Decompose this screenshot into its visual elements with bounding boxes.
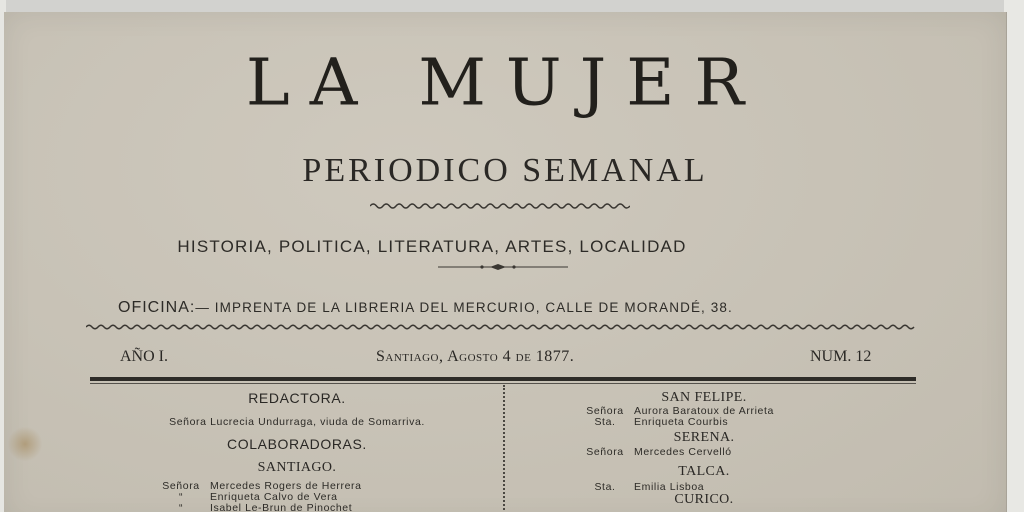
page-edge-right: [1004, 0, 1024, 512]
contributor-name: Enriqueta Courbis: [634, 416, 729, 428]
newspaper-page: [4, 12, 1006, 512]
contributor-title: Señora: [586, 446, 624, 458]
contributor-title: Señora: [162, 480, 200, 492]
city-santiago: SANTIAGO.: [257, 460, 337, 475]
contributors-heading: COLABORADORAS.: [227, 436, 367, 452]
contributor-name: Enriqueta Calvo de Vera: [210, 491, 338, 503]
issue-year: AÑO I.: [120, 348, 168, 365]
issue-date: Santiago, Agosto 4 de 1877.: [376, 348, 575, 365]
editor-heading: REDACTORA.: [248, 390, 346, 406]
wavy-rule: [86, 322, 916, 332]
issue-number: NUM. 12: [810, 348, 872, 365]
contributor-title: Señora: [586, 405, 624, 417]
header-rule-thick: [90, 377, 916, 381]
city-serena: SERENA.: [673, 430, 735, 445]
paper-stain: [8, 426, 42, 462]
office-label: OFICINA:: [118, 299, 196, 316]
city-curico: CURICO.: [674, 492, 734, 507]
contributor-entry: [152, 502, 352, 512]
city-san-felipe: SAN FELIPE.: [661, 390, 747, 405]
contributor-title: Sta.: [594, 481, 616, 493]
header-rule-thin: [90, 383, 916, 384]
contributor-name: Emilia Lisboa: [634, 481, 705, 493]
contributor-name: Mercedes Rogers de Herrera: [210, 480, 362, 492]
contributor-name: Aurora Baratoux de Arrieta: [634, 405, 774, 417]
contributor-title: “: [178, 491, 184, 503]
masthead-title: LA MUJER: [245, 44, 765, 121]
contributor-entry: [576, 416, 728, 428]
masthead-subtitle: PERIODICO SEMANAL: [302, 152, 708, 189]
topics-line: HISTORIA, POLITICA, LITERATURA, ARTES, LOCALIDAD: [177, 237, 687, 256]
editor-name: Señora Lucrecia Undurraga, viuda de Somarriva.: [169, 416, 425, 428]
city-talca: TALCA.: [678, 464, 730, 479]
contributor-name: Isabel Le-Brun de Pinochet: [210, 502, 353, 512]
center-ornament: [438, 262, 568, 272]
contributor-entry: [576, 446, 732, 458]
contributor-title: Sta.: [594, 416, 616, 428]
contributor-name: Mercedes Cervelló: [634, 446, 732, 458]
office-text: — IMPRENTA DE LA LIBRERIA DEL MERCURIO, CALLE DE MORANDÉ, 38.: [195, 300, 733, 315]
wavy-ornament-top: [370, 201, 630, 211]
office-line: [118, 299, 733, 317]
contributor-title: “: [178, 502, 184, 512]
